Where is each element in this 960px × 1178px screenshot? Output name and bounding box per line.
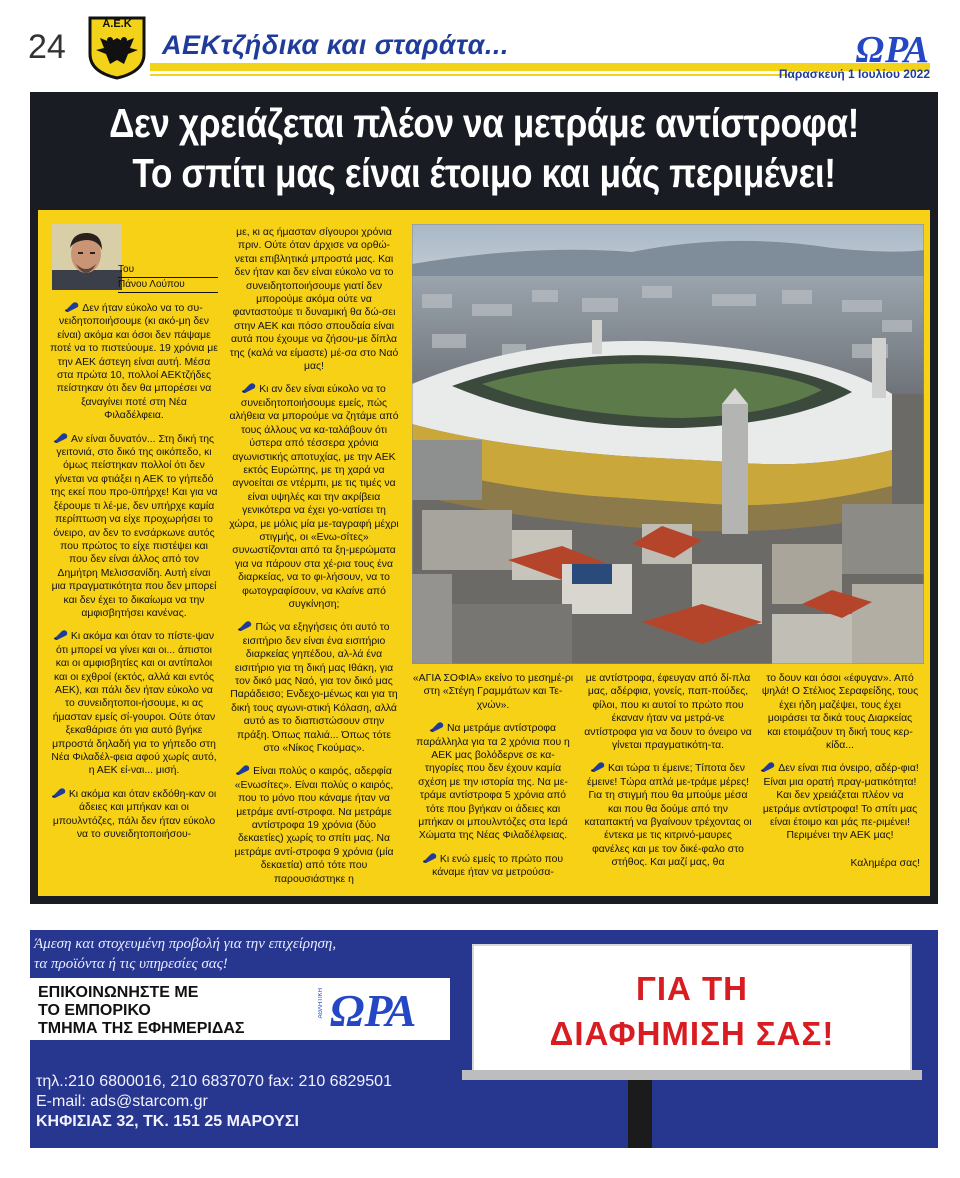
stadium-aerial-photo bbox=[412, 224, 924, 664]
billboard-line-2: ΔΙΑΦΗΜΙΣΗ ΣΑΣ! bbox=[549, 1015, 835, 1052]
paragraph: Δεν ήταν εύκολο να το συ-νειδητοποιήσουμε (κι ακό-μη δεν είναι) ακόμα και όσοι δεν πάψαμε ποτέ να το πιστεύουμε. 19 χρόνια με την ΑΕΚ άστεγη είναι αυτή. Μέσα στα πρώτα 10, πολλοί ΑΕΚτζήδες πείστηκαν ότι δεν θα μπορέσει να ξαναγίνει ποτέ στη Νέα Φιλαδέλφεια. bbox=[50, 303, 218, 422]
pen-nib-icon bbox=[52, 788, 66, 798]
sign-off: Καλημέρα σας! bbox=[850, 857, 920, 869]
headline bbox=[94, 98, 875, 198]
paragraph: το δουν και όσοι «έφυγαν». Από ψηλά! Ο Στέλιος Σεραφείδης, τους έχει ήδη μαζέψει, τους έχει μοιράσει τα δικά τους Διαρκείας και ετοιμάζουν τη δική τους κερ-κίδα... bbox=[761, 673, 919, 752]
header-rule-thin bbox=[150, 74, 790, 76]
ad-phones: τηλ.:210 6800016, 210 6837070 fax: 210 6829501 bbox=[36, 1073, 392, 1090]
logo-text: Α.Ε.Κ bbox=[102, 18, 132, 30]
ad-contact-lines bbox=[38, 984, 245, 1038]
article-column-2 bbox=[228, 226, 400, 896]
issue-date: Παρασκευή 1 Ιουλίου 2022 bbox=[778, 67, 930, 81]
article-column-4 bbox=[584, 672, 752, 880]
ad-details bbox=[36, 1072, 392, 1132]
article-body bbox=[38, 210, 930, 896]
billboard bbox=[472, 944, 912, 1074]
paragraph: Αν είναι δυνατόν... Στη δική της γειτονιά, στο δικό της οικόπεδο, κι όμως πείστηκαν πολλοί ότι δεν γίνεται να φτιάξει η ΑΕΚ το γήπεδό της εκεί που προ-ϋπήρχε! Και για να ξέρουμε τι λέ-με, δεν υπήρχε καμία περίπτωση να είχε προχωρήσει το όνειρο, αν δεν το ενσάρκωνε αυτός που πρώτος το είχε πιστέψει και που δεν είναι άλλος από τον Δημήτρη Μελισσανίδη. Αυτή είναι μια πραγματικότητα που δεν μπορεί και δεν έχει το δικαίωμα να την αμφισβητήσει κανένας. bbox=[50, 433, 218, 619]
paragraph: Πώς να εξηγήσεις ότι αυτό το εισιτήριο δεν είναι ένα εισιτήριο διαρκείας γηπέδου, αλ-λά ένα εισιτήριο για τη δική μας Ιθάκη, για τον δικό μας Ναό, για τον δικό μας Παράδεισο; Ενδεχο-μένως και για τη δική τους αγωνι-στική Κόλαση, αλλά αυτό as το διαπιστώσουν στην πράξη. Όπως παλιά... Όπως τότε στο «Νίκος Γκούμας». bbox=[230, 622, 398, 755]
ad-brand-logo: ΩΡΑ bbox=[330, 985, 417, 1036]
article-column-3 bbox=[412, 672, 574, 890]
ad-tagline-2: τα προϊόντα ή τις υπηρεσίες σας! bbox=[34, 956, 228, 972]
paragraph: Είναι πολύς ο καιρός, αδερφία «Ενωσίτες». Είναι πολύς ο καιρός, που το μόνο που κάναμε ήταν να μετράμε αντί-στροφα. Να μετράμε αντίστροφα 19 χρόνια (δύο δεκαετίες) χωρίς το σπίτι μας. Να μετράμε αντί-στροφα 9 χρόνια (μία δεκαετία) από τότε που παρουσιάστηκε η bbox=[234, 766, 394, 885]
pen-nib-icon bbox=[54, 630, 68, 640]
author-name: Πάνου Λούπου bbox=[118, 279, 185, 290]
paragraph: Δεν είναι πια όνειρο, αδέρ-φια! Είναι μια ορατή πραγ-ματικότητα! Και δεν χρειάζεται πλέον να μετράμε αντίστροφα! Το σπίτι μας είναι έτοιμο και μάς πε-ριμένει! Περιμένει την ΑΕΚ μας! bbox=[762, 763, 919, 842]
ad-tagline-1: Άμεση και στοχευμένη προβολή για την επιχείρηση, bbox=[34, 936, 337, 952]
paragraph: με, κι ας ήμασταν σίγουροι χρόνια πριν. Ούτε όταν άρχισε να ορθώ-νεται επιβλητικά μπροστά μας. Και δεν ήταν και δεν είναι εύκολο να το συνειδητοποιήσουμε γιατί δεν μπορούμε ακόμα ούτε να φανταστούμε τι δυναμική θα δώ-σει στην ΑΕΚ και πόσο σπουδαία είναι αυτά που έχουμε να ζήσου-με δίπλα της (καλά να είμαστε) μέ-σα στο Ναό μας! bbox=[229, 227, 399, 373]
pen-nib-icon bbox=[591, 762, 605, 772]
section-title: AEKτζήδικα και σταράτα... bbox=[162, 30, 509, 60]
pen-nib-icon bbox=[236, 765, 250, 775]
newspaper-brand: ΩΡΑ bbox=[855, 29, 930, 71]
ad-tagline bbox=[34, 934, 336, 974]
page-number: 24 bbox=[28, 28, 66, 66]
ad-email: E-mail: ads@starcom.gr bbox=[36, 1093, 208, 1110]
paragraph: Να μετράμε αντίστροφα παράλληλα για τα 2 χρόνια που η ΑΕΚ μας βολόδερνε σε κα-τηγορίες που δεν έχουν καμία σχέση με την ιστορία της. Να με-τράμε αντίστροφα 5 χρόνια από τότε που βγήκαν οι άδειες και μπήκαν οι μπουλντόζες στα Ιερά Χώματα της Νέας Φιλαδέλφειας. bbox=[416, 723, 570, 842]
billboard-base bbox=[462, 1070, 922, 1080]
paragraph: Κι αν δεν είναι εύκολο να το συνειδητοποιήσουμε εμείς, πώς αλήθεια να μπορούμε να ζητάμε από τους άλλους να κα-ταλάβουν ότι ύστερα από τέσσερα χρόνια αγωνιστικής αποτυχίας, με την ΑΕΚ εκτός Ευρώπης, με τη χαρά να αγνοείται σε ντέρμπι, με τις τιμές να είναι υψηλές και την ακρίβεια γενικότερα να έχει γο-νατίσει τη χώρα, με μόλις μία με-ταγραφή μέχρι στιγμής, οι «Ενω-σίτες» συνωστίζονται από τα ξη-μερώματα για να πάρουν στα χέ-ρια τους ένα διαρκείας, να το φι-λήσουν, να το φωτογραφίσουν, να κλαίνε από συγκίνηση; bbox=[229, 384, 399, 610]
advertisement bbox=[30, 930, 938, 1148]
pen-nib-icon bbox=[430, 722, 444, 732]
headline-line-2: Το σπίτι μας είναι έτοιμο και μάς περιμένει! bbox=[132, 150, 836, 196]
paragraph: Και τώρα τι έμεινε; Τίποτα δεν έμεινε! Τώρα απλά με-τράμε μέρες! Για τη στιγμή που θα μπούμε μέσα και που θα δούμε από την καταπακτή να βγαίνουν τρέχοντας οι έντεκα με τις κιτρινό-μαυρες φανέλες και με τον δικέ-φαλο στο στήθος. Και μαζί μας, θα bbox=[584, 763, 752, 869]
byline bbox=[118, 264, 218, 294]
pen-nib-icon bbox=[242, 383, 256, 393]
pen-nib-icon bbox=[761, 762, 775, 772]
paragraph: «ΑΓΙΑ ΣΟΦΙΑ» εκείνο το μεσημέ-ρι στη «Στέγη Γραμμάτων και Τε-χνών». bbox=[412, 673, 574, 711]
pen-nib-icon bbox=[423, 853, 437, 863]
pen-nib-icon bbox=[65, 302, 79, 312]
pen-nib-icon bbox=[238, 621, 252, 631]
article-column-1 bbox=[50, 302, 218, 851]
billboard-line-1: ΓΙΑ ΤΗ bbox=[636, 970, 748, 1007]
ad-address: ΚΗΦΙΣΙΑΣ 32, ΤΚ. 151 25 ΜΑΡΟΥΣΙ bbox=[36, 1113, 299, 1130]
page-header bbox=[0, 0, 960, 90]
ad-contact-line-1: ΕΠΙΚΟΙΝΩΝΗΣΤΕ ΜΕ bbox=[38, 984, 199, 1001]
article bbox=[30, 92, 938, 904]
headline-line-1: Δεν χρειάζεται πλέον να μετράμε αντίστροφα! bbox=[109, 100, 859, 146]
ad-contact-line-2: ΤΟ ΕΜΠΟΡΙΚΟ bbox=[38, 1002, 151, 1019]
ad-contact-box bbox=[30, 978, 450, 1040]
ad-contact-line-3: ΤΜΗΜΑ ΤΗΣ ΕΦΗΜΕΡΙΔΑΣ bbox=[38, 1020, 245, 1037]
paragraph: με αντίστροφα, έφευγαν από δί-πλα μας, αδέρφια, γονείς, παπ-πούδες, φίλοι, που κι αυτοί το πρώτο που έκαναν ήταν να μετρά-νε αντίστροφα για να δουν το όνειρο να γίνεται πραγματικότη-τα. bbox=[584, 673, 752, 752]
billboard-pole bbox=[628, 1080, 652, 1148]
ad-brand-side-label: ΑΘΛΗΤΙΚΗ bbox=[318, 988, 324, 1019]
article-column-5 bbox=[760, 672, 920, 880]
author-photo bbox=[52, 224, 122, 290]
paragraph: Κι ακόμα και όταν το πίστε-ψαν ότι μπορεί να γίνει και οι... άπιστοι και οι αμφισβητίες και οι αντίπαλοι και οι εχθροί (εκτός, αλλά και εντός ΑΕΚ), και πάλι δεν ήταν εύκολο να το συνειδητοποι-ήσουμε, κι ας ήμασταν εμείς σί-γουροι. Ούτε όταν ξεκαθάρισε ότι για αυτό βγήκε μπροστά δηλαδή για το γήπεδο στη Νέα Φιλαδέλ-φεια αφού χωρίς αυτό, η ΑΕΚ εί-ναι... μισή. bbox=[51, 631, 217, 777]
billboard-text bbox=[474, 966, 910, 1056]
paragraph: Κι ακόμα και όταν εκδόθη-καν οι άδειες και μπήκαν και οι μπουλντόζες, πάλι δεν ήταν εύκολο να το συνειδητοποιήσου- bbox=[52, 788, 217, 841]
byline-prefix: Του bbox=[118, 264, 135, 275]
paragraph: Κι ενώ εμείς το πρώτο που κάναμε ήταν να μετρούσα- bbox=[412, 853, 574, 880]
pen-nib-icon bbox=[54, 433, 68, 443]
